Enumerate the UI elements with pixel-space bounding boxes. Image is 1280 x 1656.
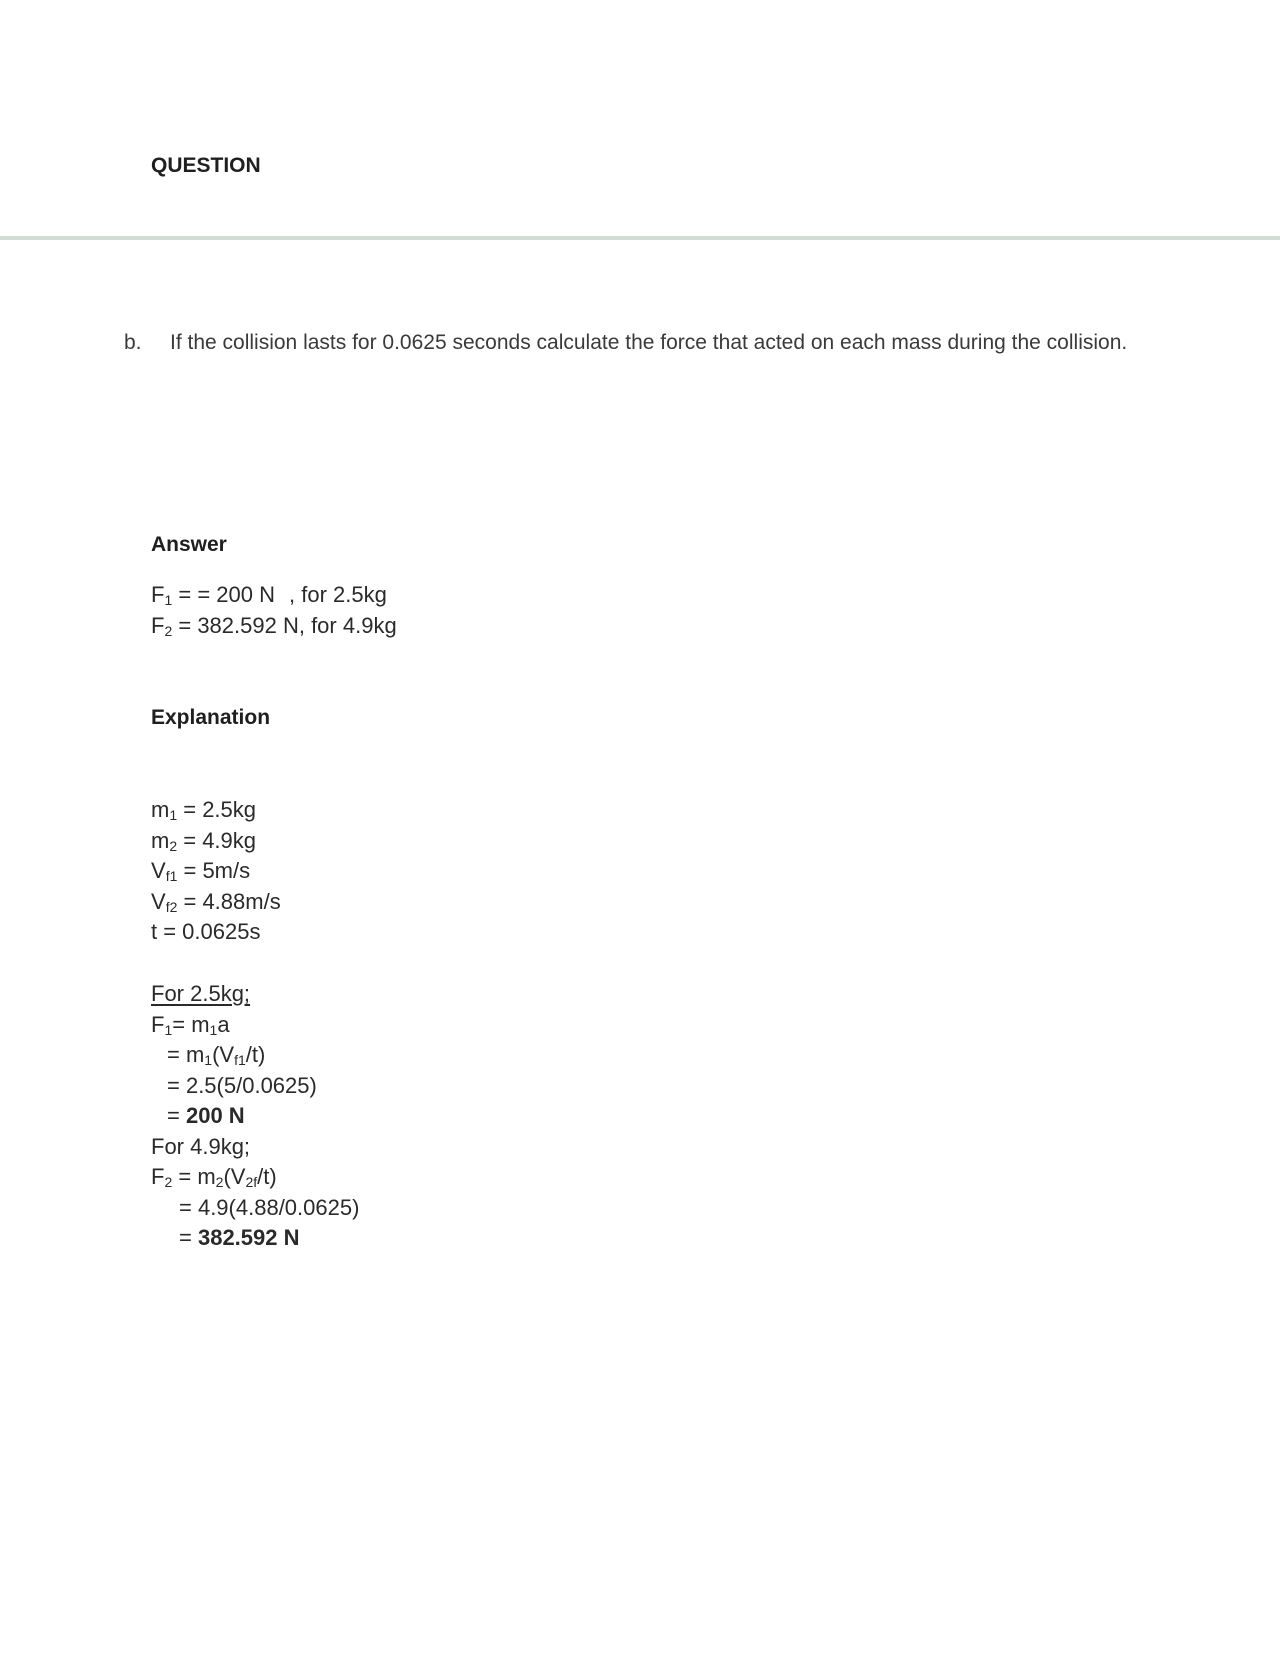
- part1-l1-sub2: 1: [209, 1021, 218, 1038]
- answer-f1-value: = = 200 N: [172, 582, 275, 607]
- given-m1-subscript: 1: [169, 807, 178, 823]
- part1-l2-a: = m: [167, 1042, 205, 1067]
- part2-l1-sub1: 2: [164, 1174, 173, 1190]
- part1-l2-c: /t): [245, 1042, 266, 1067]
- part2-line3: [151, 1223, 359, 1254]
- explanation-heading: Explanation: [151, 706, 271, 729]
- given-m1: [151, 795, 281, 826]
- answer-f1-subscript: 1: [164, 592, 173, 608]
- part2-l1-c: (V: [223, 1164, 246, 1189]
- given-vf2-subscript: f2: [165, 898, 178, 915]
- answer-f2-line: [151, 611, 397, 642]
- given-m2-symbol: m: [151, 827, 170, 853]
- part1-l2-b: (V: [212, 1042, 235, 1067]
- given-m2: [151, 826, 281, 857]
- question-heading: QUESTION: [151, 154, 261, 177]
- question-text: If the collision lasts for 0.0625 seconds calculate the force that acted on each mass during the collision.: [170, 331, 1128, 354]
- part2-result: 382.592 N: [197, 1225, 300, 1250]
- given-m1-symbol: m: [151, 797, 170, 822]
- answer-f1-mass: , for 2.5kg: [289, 582, 387, 607]
- given-vf2-symbol: V: [151, 888, 166, 914]
- part1-l2-sub2: f1: [234, 1052, 246, 1068]
- answer-f2-value: = 382.592 N, for 4.9kg: [172, 612, 397, 638]
- part1-l4-eq: =: [167, 1103, 186, 1128]
- part2-l1-sub2: 2: [215, 1174, 224, 1190]
- given-m2-value: = 4.9kg: [177, 827, 257, 853]
- part1-l1-a: F: [151, 1011, 165, 1037]
- given-vf1-subscript: f1: [165, 868, 178, 884]
- question-label: b.: [124, 331, 142, 354]
- given-t: t = 0.0625s: [151, 919, 261, 944]
- part1-line3: = 2.5(5/0.0625): [167, 1072, 317, 1098]
- question-text-line: [124, 331, 1127, 355]
- part1-title: For 2.5kg;: [151, 981, 251, 1006]
- part1-l1-sub1: 1: [164, 1021, 173, 1038]
- answer-heading: Answer: [151, 533, 227, 556]
- part2-l1-b: = m: [172, 1164, 216, 1189]
- answer-f1-line: [151, 580, 397, 611]
- part2-title: For 4.9kg;: [151, 1133, 251, 1159]
- part2-line1: [151, 1162, 359, 1193]
- work-block: [151, 979, 359, 1254]
- answer-f2-subscript: 2: [164, 622, 173, 639]
- part1-line1: [151, 1010, 359, 1041]
- part1-l1-c: a: [217, 1011, 230, 1037]
- given-vf1: [151, 856, 281, 887]
- given-m1-value: = 2.5kg: [177, 797, 257, 822]
- answer-f1-symbol: F: [151, 582, 165, 607]
- part2-l3-eq: =: [179, 1225, 198, 1250]
- part1-line2: [151, 1040, 359, 1071]
- given-vf1-symbol: V: [151, 858, 166, 883]
- givens-block: [151, 795, 281, 948]
- part2-l1-sub3: 2f: [245, 1174, 258, 1190]
- part2-l1-a: F: [151, 1164, 165, 1189]
- part2-l1-d: /t): [257, 1164, 277, 1189]
- given-vf2-value: = 4.88m/s: [177, 888, 281, 914]
- answer-f2-symbol: F: [151, 612, 165, 638]
- section-divider: [0, 236, 1280, 240]
- given-vf2: [151, 887, 281, 918]
- part1-result: 200 N: [185, 1103, 245, 1128]
- part2-line2: = 4.9(4.88/0.0625): [179, 1194, 360, 1220]
- given-vf1-value: = 5m/s: [177, 858, 251, 883]
- given-m2-subscript: 2: [169, 837, 178, 854]
- part1-l1-b: = m: [172, 1011, 210, 1037]
- answer-block: [151, 580, 397, 641]
- part1-l2-sub1: 1: [204, 1052, 213, 1068]
- part1-line4: [151, 1101, 359, 1132]
